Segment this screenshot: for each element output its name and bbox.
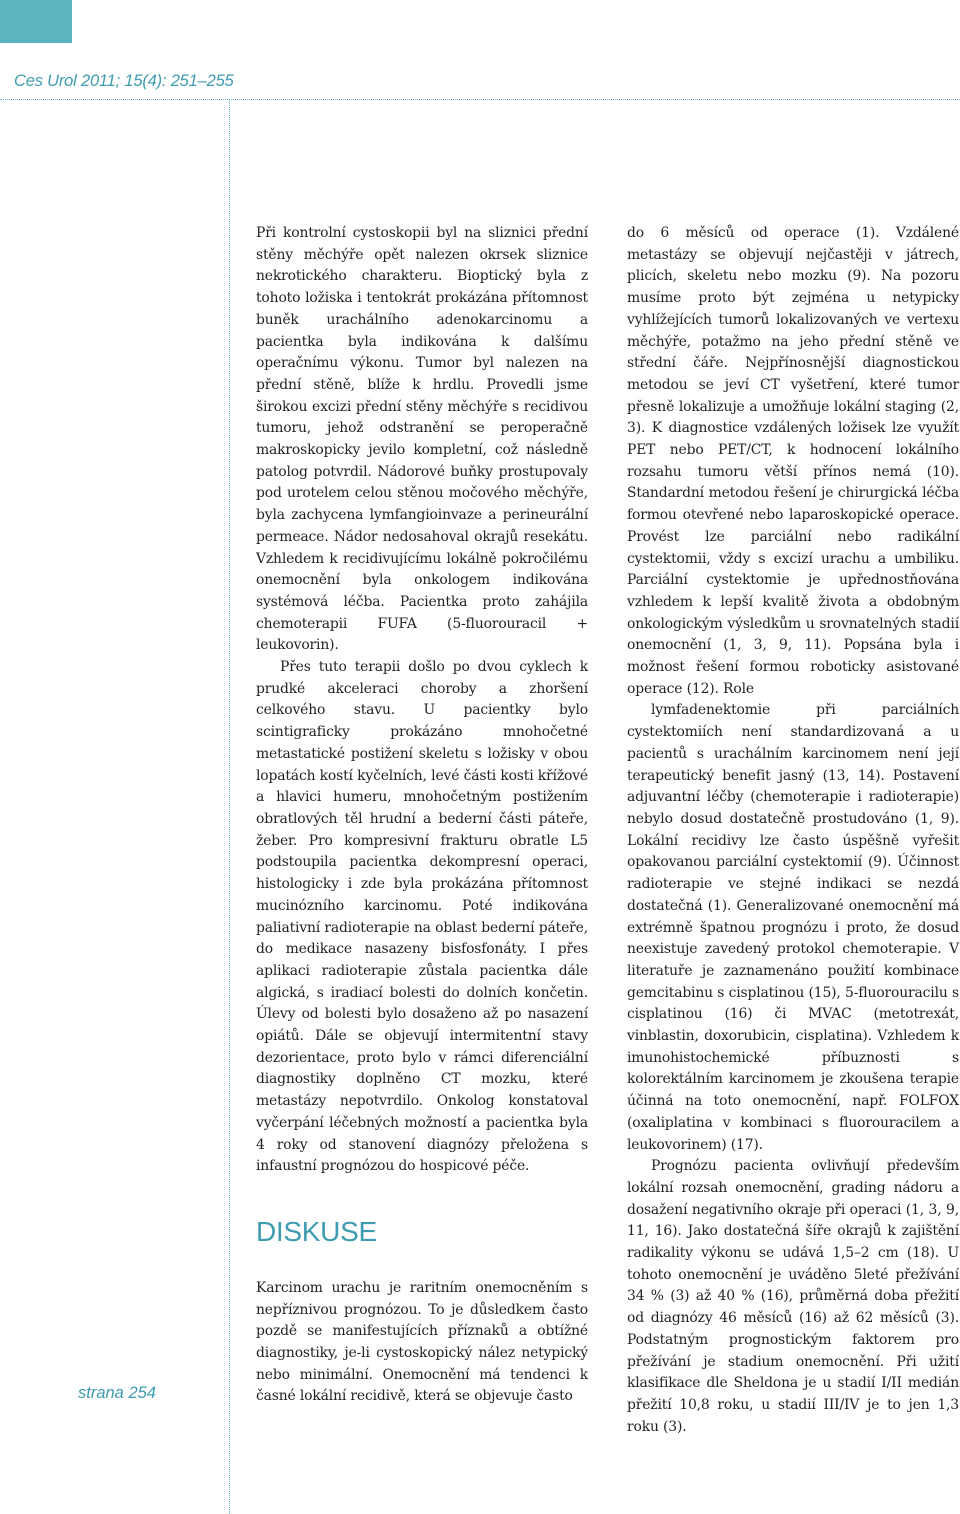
section-heading-diskuse: DISKUSE [256,1215,377,1247]
discussion-paragraph-4: Prognózu pacienta ovlivňují především lokální rozsah onemocnění, grading nádoru a dosažení negativního okraje při operaci (1, 3, 9, 11, 16). Jako dostatečná šíře okrajů k zajištění radikality výkonu se udává 1,5–2 cm (18). U tohoto onemocnění je uváděno 5leté přežívání 34 % (3) až 40 % (16), průměrná doba přežití od diagnózy 46 měsíců (16) až 62 měsíců (3). Podstatným prognostickým faktorem pro přežívání je stadium onemocnění. Při užití klasifikace dle Sheldona je u stadií I/II medián přežití 10,8 roku, u stadií III/IV je to jen 1,3 roku (3). [627,1158,959,1435]
right-column [627,223,959,1438]
discussion-paragraph-1: Karcinom urachu je raritním onemocněním s nepříznivou prognózou. To je důsledkem často pozdě se manifestujících příznaků a obtížné diagnostiky, je-li cystoskopický nález netypický nebo minimální. Onemocnění má tendenci k časné lokální recidivě, která se objevuje často [256,1279,588,1405]
discussion-paragraph-3: lymfadenektomie při parciálních cystektomiích není standardizovaná a u pacientů s urachálním karcinomem není její terapeutický benefit jasný (13, 14). Postavení adjuvantní léčby (chemoterapie i radioterapie) nebylo dosud dostatečně prostudováno (1, 9). Lokální recidivy lze často úspěšně vyřešit opakovanou parciální cystektomií (9). Účinnost radioterapie ve stejné indikaci se nezdá dostatečná (1). Generalizované onemocnění má extrémně špatnou prognózu i proto, že dosud neexistuje zavedený protokol chemoterapie. V literatuře je zaznamenáno použití kombinace gemcitabinu s cisplatinou (15), 5-fluorouracilu s cisplatinou (16) či MVAC (metotrexát, vinblastin, doxorubicin, cisplatina). Vzhledem k imunohistochemické příbuznosti s kolorektálním karcinomem je zkoušena terapie účinná na toto onemocnění, např. FOLFOX (oxaliplatina v kombinaci s fluorouracilem a leukovorinem) (17). [627,702,959,1153]
left-column [256,223,588,1408]
case-paragraph-2: Přes tuto terapii došlo po dvou cyklech k prudké akceleraci choroby a zhoršení celkového stavu. U pacientky bylo scintigraficky prokázáno mnohočetné metastatické postižení skeletu s ložisky v obou lopatách kostí kyčelních, levé části kosti křížové a hlavici humeru, mnohočetným postižením obratlových těl hrudní a bederní části páteře, žeber. Pro kompresivní frakturu obratle L5 podstoupila pacientka dekompresní operaci, histologicky i zde byla prokázána přítomnost mucinózního karcinomu. Poté indikována paliativní radioterapie na oblast bederní páteře, do medikace nasazeny bisfosfonáty. I přes aplikaci radioterapie zůstala pacientka dále algická, s iradiací bolesti do dolních končetin. Úlevy od bolesti bylo dosaženo až po nasazení opiátů. Dále se objevují intermitentní stavy dezorientace, proto bylo v rámci diferenciální diagnostiky doplněno CT mozku, které metastázy nepotvrdilo. Onkolog konstatoval vyčerpání léčebných možností a pacientka byla 4 roky od stanovení diagnózy přeložena s infaustní prognózou do hospicové péče. [256,659,588,1175]
corner-color-block [0,0,72,43]
page-number: strana 254 [78,1384,156,1402]
header-divider [0,99,960,100]
journal-reference: Ces Urol 2011; 15(4): 251–255 [14,72,234,90]
margin-divider [229,99,230,1514]
case-paragraph-1: Při kontrolní cystoskopii byl na sliznici přední stěny měchýře opět nalezen okrsek sliznice nekrotického charakteru. Bioptický byla z tohoto ložiska i tentokrát prokázána přítomnost buněk urachálního adenokarcinomu a pacientka byla indikována k dalšímu operačnímu výkonu. Tumor byl nalezen na přední stěně, blíže k hrdlu. Provedli jsme širokou excizi přední stěny měchýře s recidivou tumoru, jehož odstranění se peroperačně makroskopicky jevilo kompletní, což následně patolog potvrdil. Nádorové buňky prostupovaly pod urotelem celou stěnou močového měchýře, byla zachycena lymfangioinvaze a perineurální permeace. Nádor nedosahoval okrajů resekátu. Vzhledem k recidivujícímu lokálně pokročilému onemocnění byla onkologem indikována systémová léčba. Pacientka proto zahájila chemoterapii FUFA (5-fluorouracil + leukovorin). [256,225,588,654]
discussion-paragraph-2: do 6 měsíců od operace (1). Vzdálené metastázy se objevují nejčastěji v játrech, plicích, skeletu nebo mozku (9). Na pozoru musíme proto být zejména u netypicky vyhlížejících tumorů lokalizovaných ve vertexu měchýře, potažmo na jeho přední stěně ve střední čáře. Nejpřínosnější diagnostickou metodou se jeví CT vyšetření, které tumor přesně lokalizuje a umožňuje lokální staging (2, 3). K diagnostice vzdálených ložisek lze využít PET nebo PET/CT, k hodnocení lokálního rozsahu tumoru větší přínos nemá (10). Standardní metodou řešení je chirurgická léčba formou otevřené nebo laparoskopické operace. Provést lze parciální nebo radikální cystektomii, vždy s excizí urachu a umbiliku. Parciální cystektomie je upřednostňována vzhledem k lepší kvalitě života a obdobným onkologickým výsledkům u srovnatelných stadií onemocnění (1, 3, 9, 11). Popsána byla i možnost řešení formou roboticky asistované operace (12). Role [627,225,959,697]
